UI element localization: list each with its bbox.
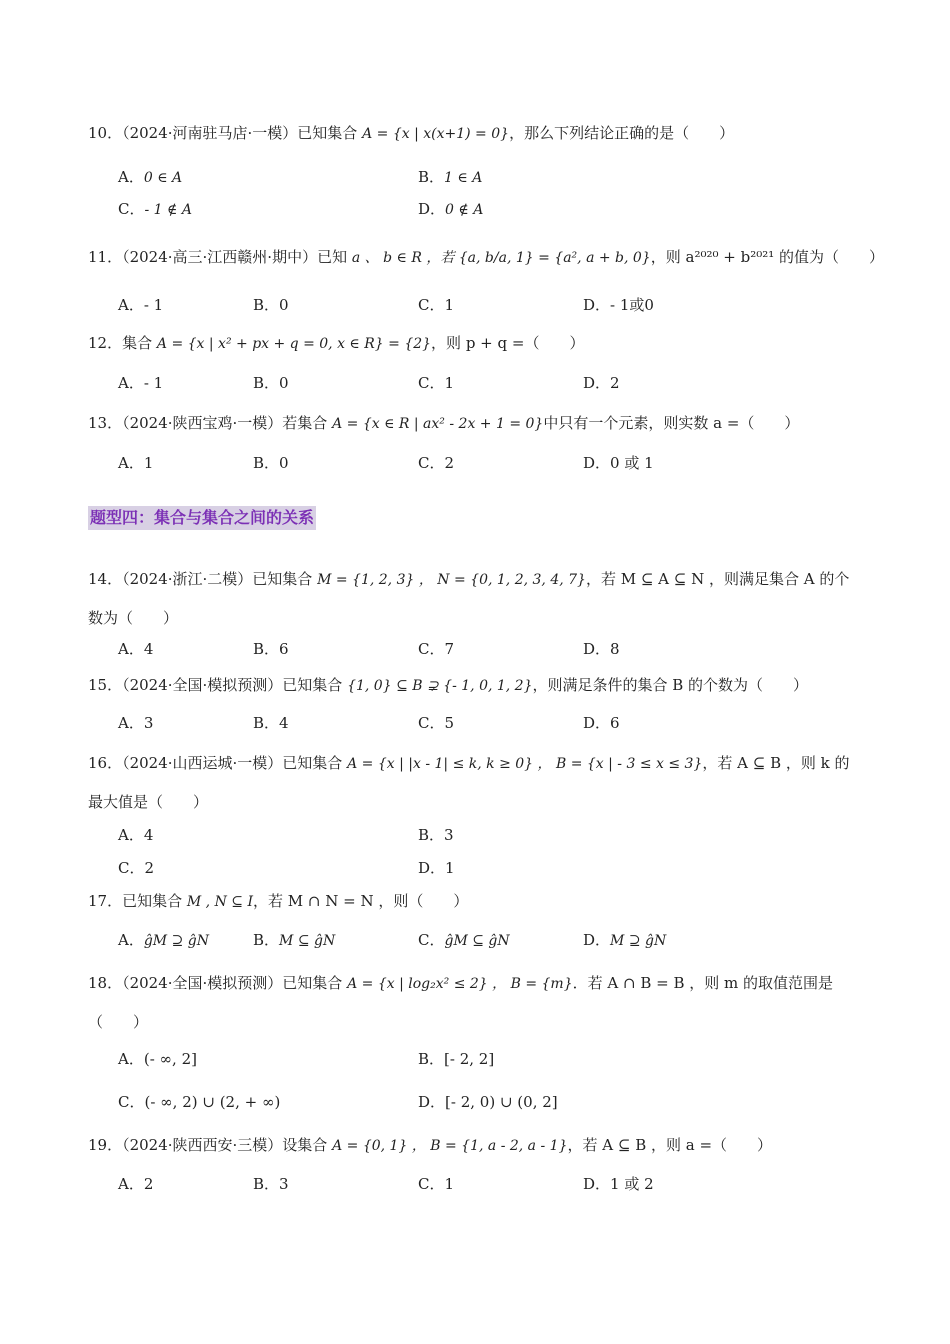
question-text: （2024·陕西西安·三模）设集合 [122,1136,328,1154]
option-c: C．ĝM ⊆ ĝN [418,931,510,949]
option-d: D．- 1或0 [583,296,654,314]
question-tail: ，则 p + q =（ ） [431,334,585,352]
option-d: D．[- 2, 0) ∪ (0, 2] [418,1093,558,1111]
option-b: B．[- 2, 2] [418,1050,495,1068]
question-tail: ，若 A ⊆ B ，则 k 的最大值是（ ） [88,754,850,811]
question-math: A = {x | x² + px + q = 0, x ∈ R} = {2} [156,336,432,352]
question-number: 14． [88,570,123,588]
question-18 [88,964,863,1041]
option-c: C．(- ∞, 2) ∪ (2, + ∞) [118,1093,281,1111]
question-tail: ，若 A ⊆ B ，则 a =（ ） [567,1136,773,1154]
option-d: D．0 或 1 [583,454,654,472]
option-d: D．1 或 2 [583,1175,654,1193]
option-a: A．4 [118,826,154,844]
option-b: B．6 [253,640,289,658]
options-19 [118,1169,863,1199]
question-tail: ，若 M ⊆ A ⊆ N ，则满足集合 A 的个数为（ ） [88,570,850,627]
option-b: B．4 [253,714,289,732]
question-17 [88,882,863,921]
option-a: A．ĝM ⊇ ĝN [118,931,209,949]
options-16-row2 [118,853,863,883]
option-d: D．1 [418,859,455,877]
options-11 [118,290,863,320]
question-text: （2024·全国·模拟预测）已知集合 [122,676,343,694]
option-a: A．- 1 [118,296,164,314]
option-c: C．1 [418,1175,455,1193]
question-math: a 、 b ∈ R ，若 {a, b/a, 1} = {a², a + b, 0} [351,250,651,266]
question-math: M = {1, 2, 3} ， N = {0, 1, 2, 3, 4, 7} [317,572,586,588]
question-number: 13． [88,414,123,432]
option-c: C．1 [418,296,455,314]
question-math: {1, 0} ⊆ B ⊋ {- 1, 0, 1, 2} [347,678,533,694]
question-tail: ，则满足条件的集合 B 的个数为（ ） [532,676,809,694]
question-text: （2024·山西运城·一模）已知集合 [122,754,343,772]
question-math: A = {x ∈ R | ax² - 2x + 1 = 0} [332,416,544,432]
question-math: A = {x | log₂x² ≤ 2} ， B = {m} [347,976,573,992]
question-text: （2024·全国·模拟预测）已知集合 [122,974,343,992]
question-text: （2024·陕西宝鸡·一模）若集合 [122,414,328,432]
question-text: （2024·河南驻马店·一模）已知集合 [122,124,358,142]
question-math: A = {x | x(x+1) = 0} [362,126,510,142]
option-a: A．1 [118,454,154,472]
option-b: B．0 [253,296,289,314]
option-a: A．2 [118,1175,154,1193]
question-number: 11． [88,248,123,266]
question-16 [88,744,863,821]
section-title: 题型四：集合与集合之间的关系 [88,506,316,530]
question-tail: ，若 M ∩ N = N ，则（ ） [253,892,469,910]
option-b: B．M ⊆ ĝN [253,931,336,949]
option-d: D．2 [583,374,620,392]
option-d: D．M ⊇ ĝN [583,931,667,949]
question-number: 19． [88,1136,123,1154]
option-d: D．6 [583,714,620,732]
option-a: A．(- ∞, 2] [118,1050,197,1068]
question-text: 已知集合 [122,892,183,910]
options-10-row1 [118,162,863,192]
options-17 [118,925,863,955]
question-number: 15． [88,676,123,694]
question-tail: 中只有一个元素，则实数 a =（ ） [543,414,800,432]
question-number: 17． [88,892,123,910]
option-b: B．0 [253,374,289,392]
option-c: C．7 [418,640,455,658]
question-19 [88,1126,863,1165]
options-12 [118,368,863,398]
option-d: D．0 ∉ A [418,200,484,218]
question-math: M , N ⊆ I [186,894,253,910]
options-18-row2 [118,1087,863,1117]
option-d: D．8 [583,640,620,658]
question-12 [88,324,863,363]
option-c: C．2 [418,454,455,472]
question-text: 集合 [122,334,153,352]
question-math: A = {0, 1} ， B = {1, a - 2, a - 1} [332,1138,568,1154]
option-b: B．1 ∈ A [418,168,483,186]
options-14 [118,634,863,664]
options-18-row1 [118,1044,863,1074]
option-a: A．3 [118,714,154,732]
option-b: B．3 [253,1175,289,1193]
option-c: C．- 1 ∉ A [118,200,192,218]
options-15 [118,708,863,738]
question-13 [88,404,863,443]
question-number: 10． [88,124,123,142]
options-13 [118,448,863,478]
option-a: A．- 1 [118,374,164,392]
question-tail: ．若 A ∩ B = B ，则 m 的取值范围是（ ） [88,974,833,1031]
question-number: 18． [88,974,123,992]
question-15 [88,666,863,705]
option-c: C．2 [118,859,155,877]
question-text: （2024·浙江·二模）已知集合 [122,570,313,588]
question-tail: ，那么下列结论正确的是（ ） [509,124,735,142]
question-14 [88,560,863,637]
question-math: A = {x | |x - 1| ≤ k, k ≥ 0} ， B = {x | - 3 ≤ x ≤ 3} [347,756,703,772]
options-16-row1 [118,820,863,850]
option-a: A．4 [118,640,154,658]
question-number: 12． [88,334,123,352]
question-11 [88,238,885,277]
options-10-row2 [118,194,863,224]
question-10 [88,114,863,153]
option-c: C．5 [418,714,455,732]
question-text: （2024·高三·江西赣州·期中）已知 [122,248,348,266]
option-b: B．0 [253,454,289,472]
question-tail: ，则 a²⁰²⁰ + b²⁰²¹ 的值为（ ） [650,248,885,266]
question-number: 16． [88,754,123,772]
option-b: B．3 [418,826,454,844]
option-c: C．1 [418,374,455,392]
option-a: A．0 ∈ A [118,168,183,186]
